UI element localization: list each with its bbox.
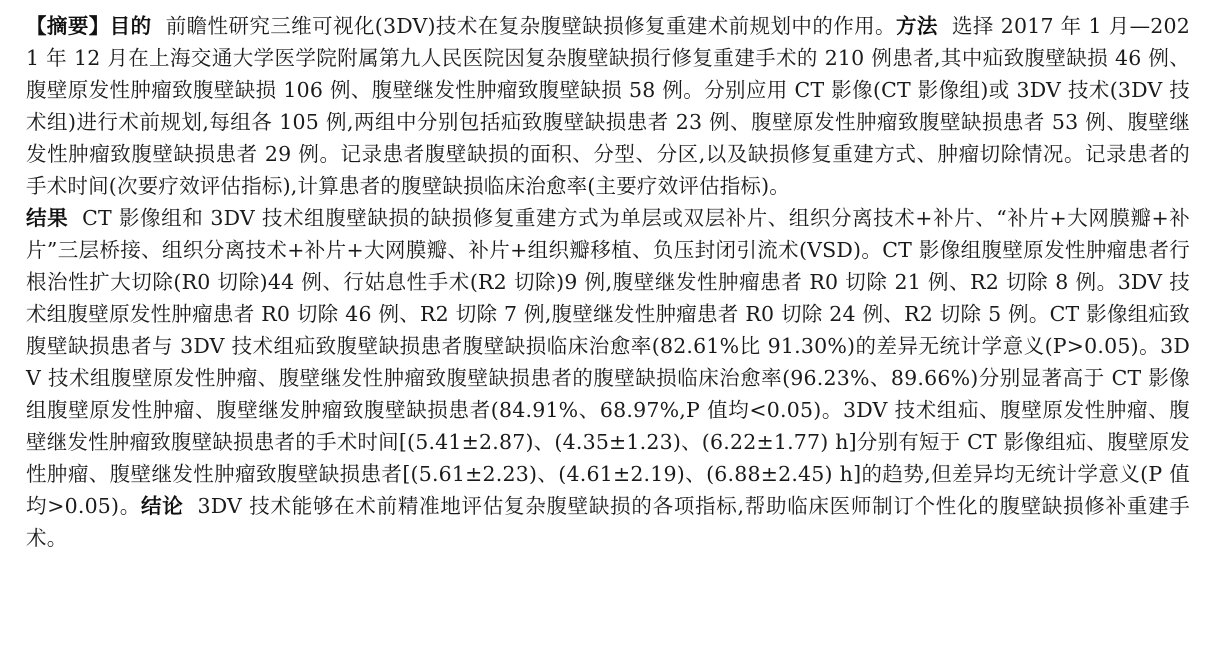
abstract-tag: 【摘要】 — [26, 14, 110, 38]
results-label: 结果 — [26, 206, 69, 230]
objective-label: 目的 — [109, 14, 152, 38]
abstract-paragraph — [26, 10, 1190, 554]
conclusion-label: 结论 — [141, 494, 184, 518]
methods-text: 选择 2017 年 1 月—2021 年 12 月在上海交通大学医学院附属第九人民医院因复杂腹壁缺损行修复重建手术的 210 例患者,其中疝致腹壁缺损 46 例、腹壁原发性肿瘤致腹壁缺损 106 例、腹壁继发性肿瘤致腹壁缺损 58 例。分别应用 CT 影像(CT 影像组)或 3DV 技术(3DV 技术组)进行术前规划,每组各 105 例,两组中分别包括疝致腹壁缺损患者 23 例、腹壁原发性肿瘤致腹壁缺损患者 53 例、腹壁继发性肿瘤致腹壁缺损患者 29 例。记录患者腹壁缺损的面积、分型、分区,以及缺损修复重建方式、肿瘤切除情况。记录患者的手术时间(次要疗效评估指标),计算患者的腹壁缺损临床治愈率(主要疗效评估指标)。 — [26, 14, 1190, 198]
conclusion-text: 3DV 技术能够在术前精准地评估复杂腹壁缺损的各项指标,帮助临床医师制订个性化的腹壁缺损修补重建手术。 — [26, 494, 1191, 550]
objective-text: 前瞻性研究三维可视化(3DV)技术在复杂腹壁缺损修复重建术前规划中的作用。 — [165, 14, 896, 38]
results-text: CT 影像组和 3DV 技术组腹壁缺损的缺损修复重建方式为单层或双层补片、组织分离技术+补片、“补片+大网膜瓣+补片”三层桥接、组织分离技术+补片+大网膜瓣、补片+组织瓣移植、负压封闭引流术(VSD)。CT 影像组腹壁原发性肿瘤患者行根治性扩大切除(R0 切除)44 例、行姑息性手术(R2 切除)9 例,腹壁继发性肿瘤患者 R0 切除 21 例、R2 切除 8 例。3DV 技术组腹壁原发性肿瘤患者 R0 切除 46 例、R2 切除 7 例,腹壁继发性肿瘤患者 R0 切除 24 例、R2 切除 5 例。CT 影像组疝致腹壁缺损患者与 3DV 技术组疝致腹壁缺损患者腹壁缺损临床治愈率(82.61%比 91.30%)的差异无统计学意义(P>0.05)。3DV 技术组腹壁原发性肿瘤、腹壁继发性肿瘤致腹壁缺损患者的腹壁缺损临床治愈率(96.23%、89.66%)分别显著高于 CT 影像组腹壁原发性肿瘤、腹壁继发肿瘤致腹壁缺损患者(84.91%、68.97%,P 值均<0.05)。3DV 技术组疝、腹壁原发性肿瘤、腹壁继发性肿瘤致腹壁缺损患者的手术时间[(5.41±2.87)、(4.35±1.23)、(6.22±1.77) h]分别有短于 CT 影像组疝、腹壁原发性肿瘤、腹壁继发性肿瘤致腹壁缺损患者[(5.61±2.23)、(4.61±2.19)、(6.88±2.45) h]的趋势,但差异均无统计学意义(P 值均>0.05)。 — [26, 206, 1190, 518]
methods-label: 方法 — [895, 14, 938, 38]
